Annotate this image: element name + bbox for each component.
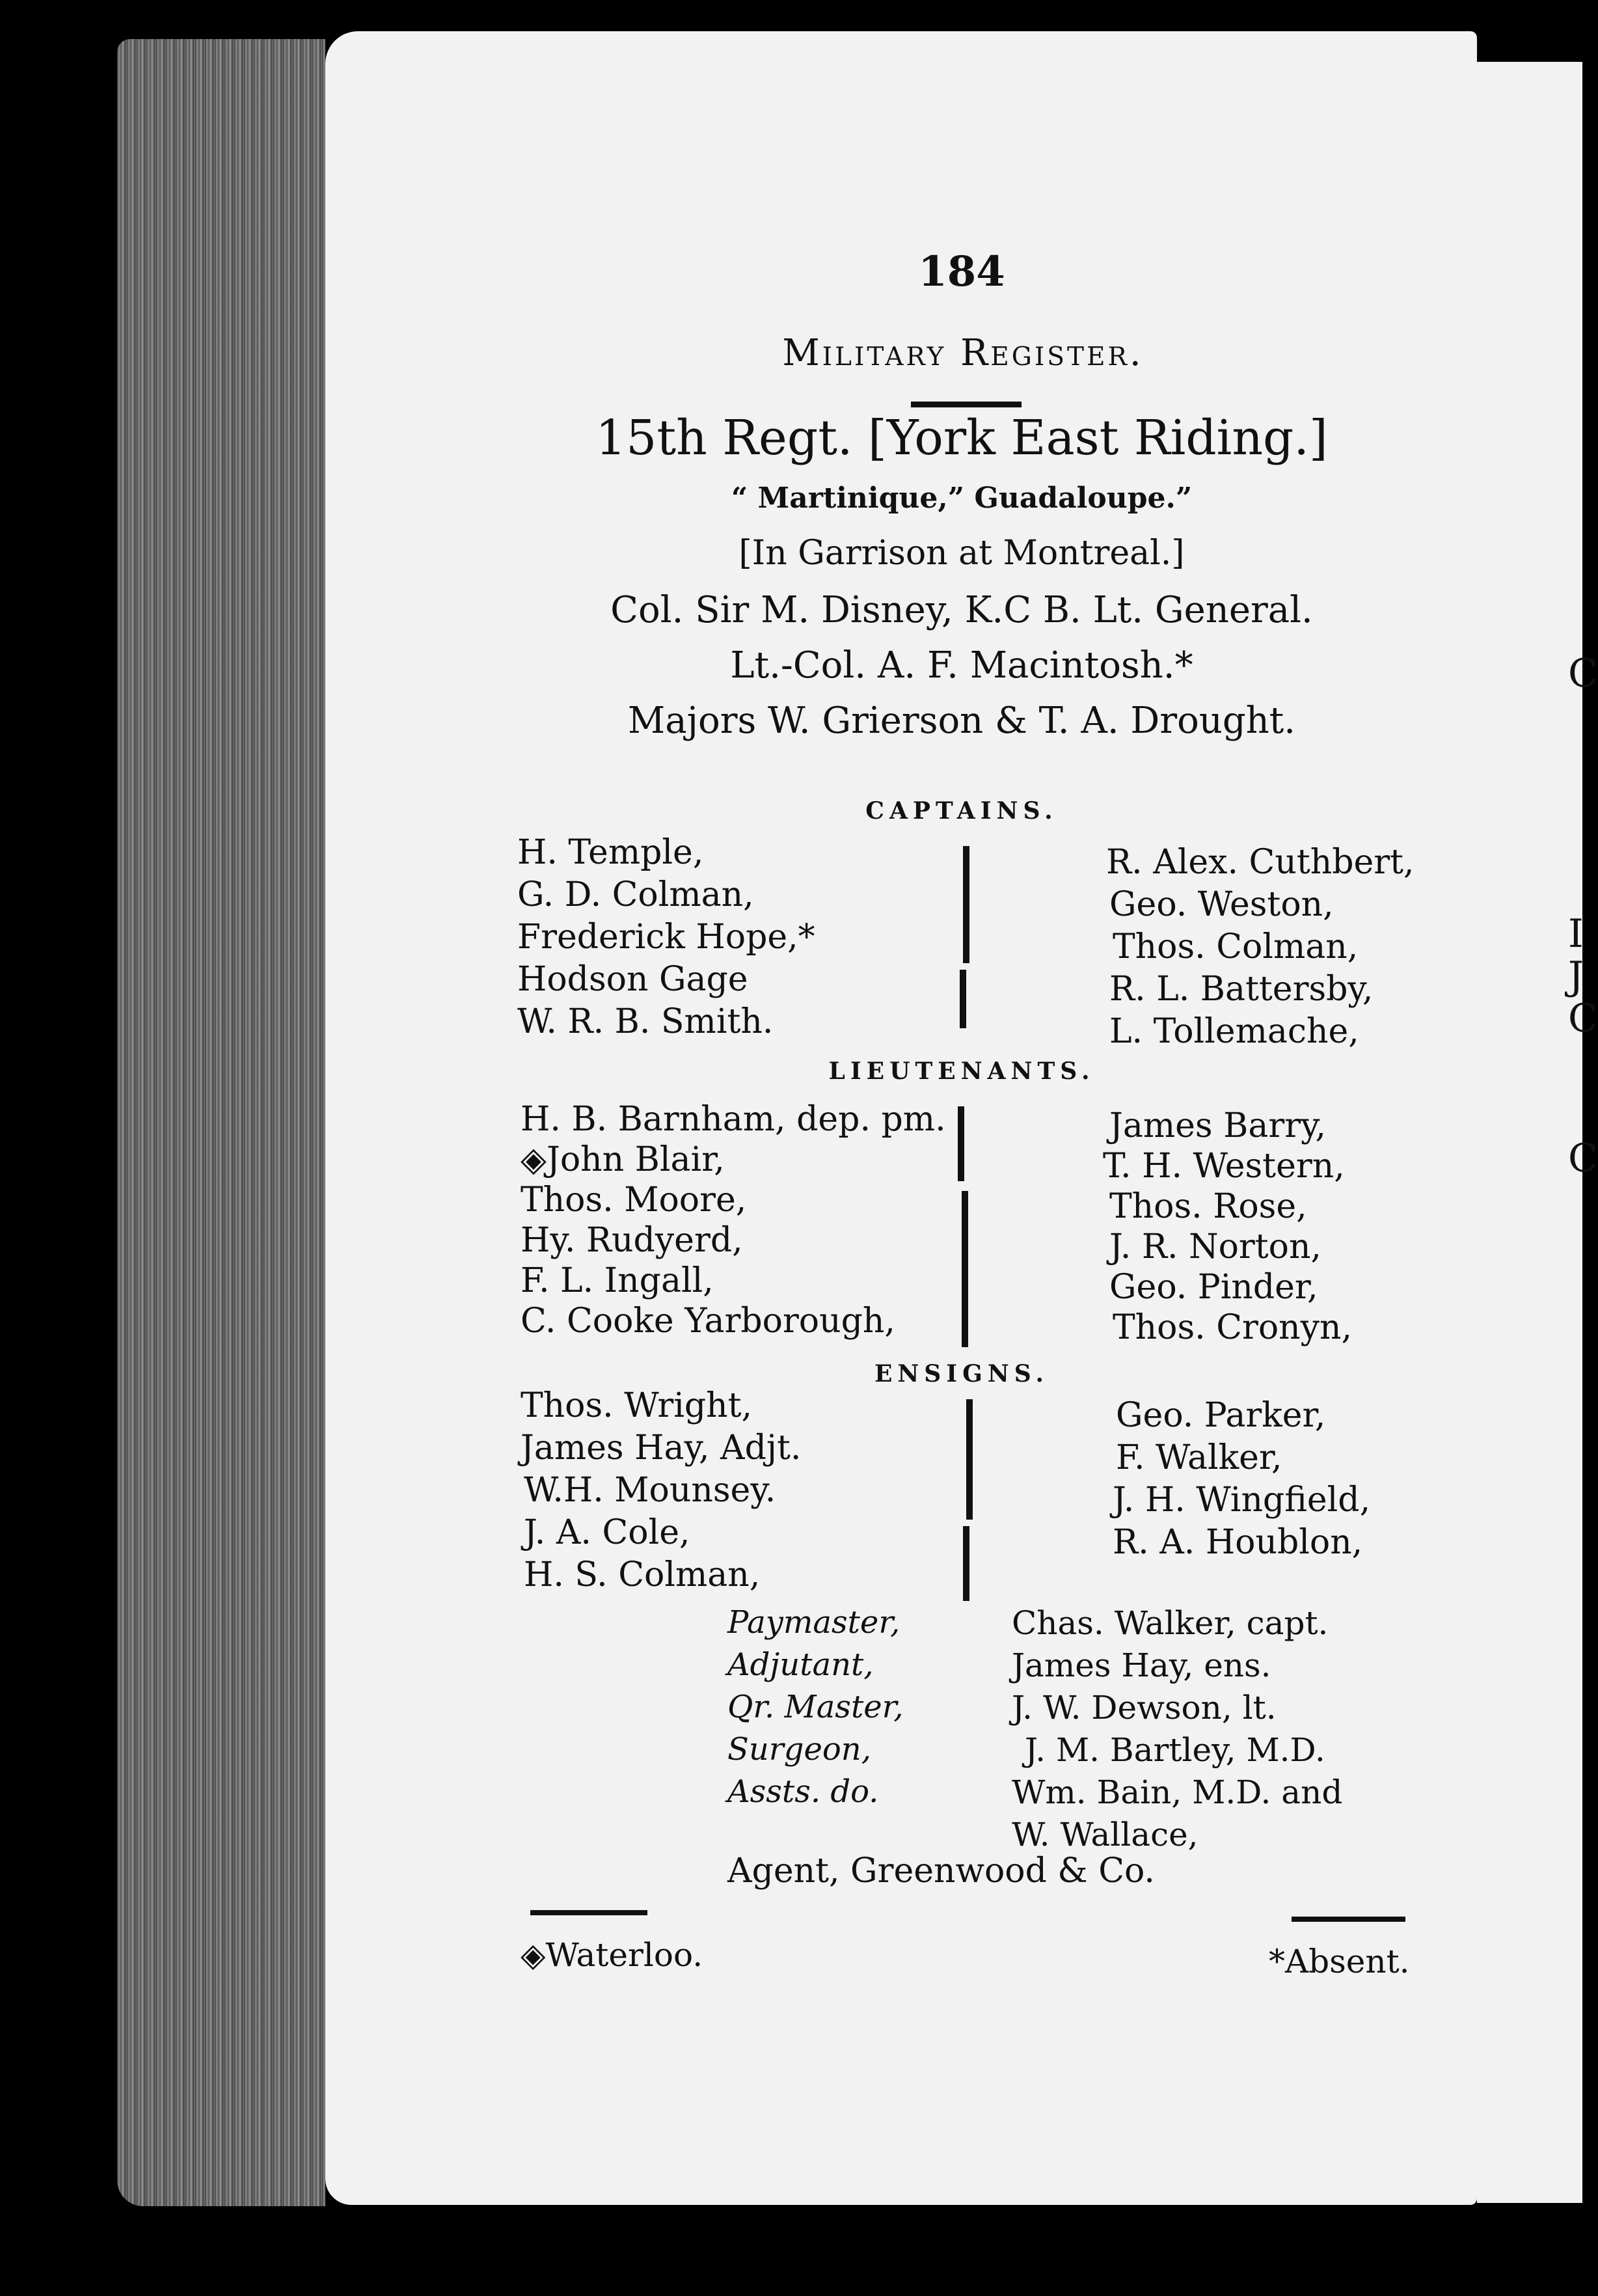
staff-role: Qr. Master,: [727, 1689, 904, 1725]
lieutenant-left: ◈John Blair,: [521, 1140, 725, 1179]
lieutenant-right: Geo. Pinder,: [1109, 1268, 1318, 1307]
staff-role: Surgeon,: [727, 1731, 871, 1768]
battle-honours: “ Martinique,” Guadaloupe.”: [731, 482, 1193, 515]
agent-line: Agent, Greenwood & Co.: [727, 1852, 1155, 1891]
footnote-absent: *Absent.: [1269, 1943, 1410, 1980]
captain-left: Hodson Gage: [517, 960, 748, 999]
captain-left: W. R. B. Smith.: [517, 1002, 774, 1041]
lieutenant-left: C. Cooke Yarborough,: [521, 1302, 895, 1341]
captain-left: G. D. Colman,: [517, 875, 754, 914]
lieutenant-right: James Barry,: [1109, 1106, 1327, 1145]
staff-name: J. W. Dewson, lt.: [1012, 1689, 1277, 1727]
staff-name: J. M. Bartley, M.D.: [1025, 1731, 1325, 1769]
ensign-left: James Hay, Adjt.: [521, 1428, 802, 1468]
lieutenant-left: Hy. Rudyerd,: [521, 1221, 743, 1260]
facing-page-letter: I: [1568, 911, 1584, 957]
column-divider: [958, 1106, 964, 1181]
facing-page-letter: C: [1568, 1136, 1598, 1181]
captain-right: R. Alex. Cuthbert,: [1106, 843, 1415, 882]
column-divider: [962, 1191, 968, 1347]
facing-page-letter: J: [1568, 953, 1584, 999]
ensign-left: W.H. Mounsey.: [524, 1471, 776, 1510]
footnote-rule-left: [530, 1910, 647, 1915]
column-divider: [966, 1399, 973, 1520]
ensign-right: Geo. Parker,: [1116, 1396, 1326, 1435]
lieutenant-left: F. L. Ingall,: [521, 1261, 714, 1300]
captain-right: R. L. Battersby,: [1109, 970, 1374, 1009]
ensigns-heading: ENSIGNS.: [874, 1360, 1050, 1387]
colonel-line: Col. Sir M. Disney, K.C B. Lt. General.: [610, 589, 1313, 631]
captain-right: L. Tollemache,: [1109, 1012, 1359, 1051]
captain-right: Geo. Weston,: [1109, 885, 1334, 924]
garrison-note: [In Garrison at Montreal.]: [738, 534, 1185, 573]
regiment-title: 15th Regt. [York East Riding.]: [595, 410, 1328, 466]
page-number: 184: [918, 247, 1005, 296]
footnote-waterloo: ◈Waterloo.: [521, 1936, 703, 1974]
staff-name: Chas. Walker, capt.: [1012, 1604, 1329, 1642]
column-divider: [963, 846, 969, 963]
lieutenant-left: H. B. Barnham, dep. pm.: [521, 1100, 946, 1139]
lieutenant-right: T. H. Western,: [1103, 1147, 1345, 1186]
staff-name: Wm. Bain, M.D. and: [1012, 1773, 1343, 1811]
ensign-left: Thos. Wright,: [521, 1386, 753, 1425]
column-divider: [963, 1526, 969, 1601]
lieutenant-right: Thos. Rose,: [1109, 1187, 1307, 1226]
lieutenant-left: Thos. Moore,: [521, 1181, 747, 1220]
staff-role: Paymaster,: [727, 1604, 901, 1641]
ensign-left: J. A. Cole,: [524, 1513, 690, 1552]
facing-page: [1477, 62, 1598, 2203]
captain-left: Frederick Hope,*: [517, 918, 815, 957]
running-title: Military Register.: [782, 332, 1144, 374]
staff-role: Adjutant,: [727, 1647, 874, 1683]
ensign-right: R. A. Houblon,: [1113, 1523, 1363, 1562]
ensign-left: H. S. Colman,: [524, 1555, 761, 1594]
lieutenant-right: J. R. Norton,: [1109, 1227, 1321, 1266]
captain-left: H. Temple,: [517, 833, 704, 872]
lieutenant-right: Thos. Cronyn,: [1113, 1308, 1353, 1347]
facing-page-letter: C: [1568, 996, 1598, 1041]
page-edges: [117, 39, 325, 2206]
captains-heading: CAPTAINS.: [865, 797, 1058, 825]
staff-role: Assts. do.: [727, 1773, 879, 1810]
ensign-right: J. H. Wingfield,: [1113, 1481, 1371, 1520]
facing-page-letter: C: [1568, 651, 1598, 696]
staff-name: James Hay, ens.: [1012, 1647, 1271, 1684]
footnote-rule-right: [1292, 1917, 1405, 1922]
ensign-right: F. Walker,: [1116, 1438, 1282, 1477]
lieutenants-heading: LIEUTENANTS.: [828, 1058, 1095, 1085]
majors-line: Majors W. Grierson & T. A. Drought.: [627, 700, 1296, 742]
title-rule: [911, 402, 1022, 407]
staff-name: W. Wallace,: [1012, 1816, 1198, 1853]
column-divider: [960, 970, 966, 1028]
captain-right: Thos. Colman,: [1113, 927, 1359, 966]
lt-colonel-line: Lt.-Col. A. F. Macintosh.*: [730, 644, 1193, 687]
